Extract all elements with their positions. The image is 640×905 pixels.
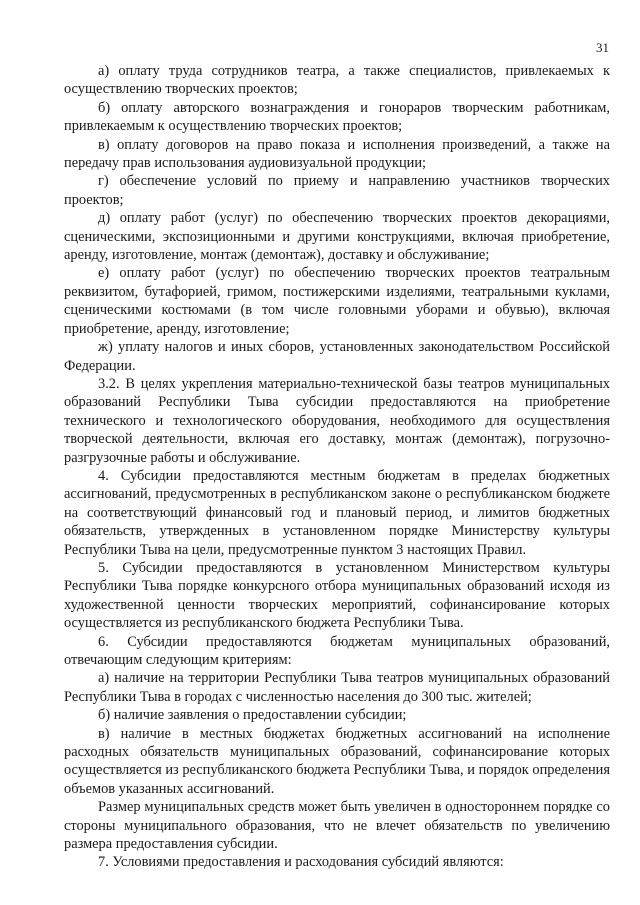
paragraph-item-e-props: е) оплату работ (услуг) по обеспечению творческих проектов театральным реквизитом, бутафорией, гримом, постижерскими изделиями, театральными куклами, сценическими костюмами (в том числе головными уборами и обувью), включая приобретение, аренду, изготовление; bbox=[64, 265, 610, 337]
paragraph-6-item-v: в) наличие в местных бюджетах бюджетных ассигнований на исполнение расходных обязательств муниципальных образований, софинансирование которых осуществляется из республиканского бюджета Республики Тыва, и порядок определения объемов указанных ассигнований. bbox=[64, 725, 610, 797]
paragraph-6-item-b: б) наличие заявления о предоставлении субсидии; bbox=[98, 707, 407, 724]
paragraph-item-b-royalties: б) оплату авторского вознаграждения и гонораров творческим работникам, привлекаемым к осуществлению творческих проектов; bbox=[64, 99, 610, 135]
paragraph-item-d-scenery: д) оплату работ (услуг) по обеспечению творческих проектов декорациями, сценическими, экспозиционными и другими конструкциями, включая приобретение, аренду, изготовление, монтаж (демонтаж), доставку и обслуживание; bbox=[64, 210, 610, 264]
paragraph-6-item-a: а) наличие на территории Республики Тыва театров муниципальных образований Республики Тыва в городах с численностью населения до 300 тыс. жителей; bbox=[64, 670, 610, 705]
page-number: 31 bbox=[596, 40, 609, 55]
paragraph-item-v-contracts: в) оплату договоров на право показа и исполнения произведений, а также на передачу прав использования аудиовизуальной продукции; bbox=[64, 136, 610, 172]
paragraph-6: 6. Субсидии предоставляются бюджетам муниципальных образований, отвечающим следующим критериям: bbox=[64, 633, 610, 668]
paragraph-4: 4. Субсидии предоставляются местным бюджетам в пределах бюджетных ассигнований, предусмотренных в республиканском законе о республиканском бюджете на соответствующий финансовый год и плановый период, и лимитов бюджетных обязательств, утвержденных в установленном порядке Министерству культуры Республики Тыва на цели, предусмотренные пунктом 3 настоящих Правил. bbox=[64, 467, 610, 558]
paragraph-3-2: 3.2. В целях укрепления материально-технической базы театров муниципальных образований Республики Тыва субсидии предоставляются на приобретение технического и технологического оборудования, необходимого для осуществления творческой деятельности, включая его доставку, монтаж (демонтаж), погрузочно-разгрузочные работы и обслуживание. bbox=[64, 375, 610, 466]
paragraph-7: 7. Условиями предоставления и расходования субсидий являются: bbox=[98, 854, 504, 871]
paragraph-item-a-labor: а) оплату труда сотрудников театра, а также специалистов, привлекаемых к осуществлению творческих проектов; bbox=[64, 63, 610, 98]
paragraph-item-zh-taxes: ж) уплату налогов и иных сборов, установленных законодательством Российской Федерации. bbox=[64, 339, 610, 374]
paragraph-item-g-participants: г) обеспечение условий по приему и направлению участников творческих проектов; bbox=[64, 173, 610, 208]
document-body bbox=[64, 62, 610, 872]
paragraph-municipal-funds: Размер муниципальных средств может быть увеличен в одностороннем порядке со стороны муниципального образования, что не влечет обязательств по увеличению размера предоставления субсидии. bbox=[64, 799, 610, 853]
paragraph-5: 5. Субсидии предоставляются в установленном Министерством культуры Республики Тыва порядке конкурсного отбора муниципальных образований исходя из художественной ценности творческих мероприятий, софинансирование которых осуществляется из республиканского бюджета Республики Тыва. bbox=[64, 559, 610, 632]
